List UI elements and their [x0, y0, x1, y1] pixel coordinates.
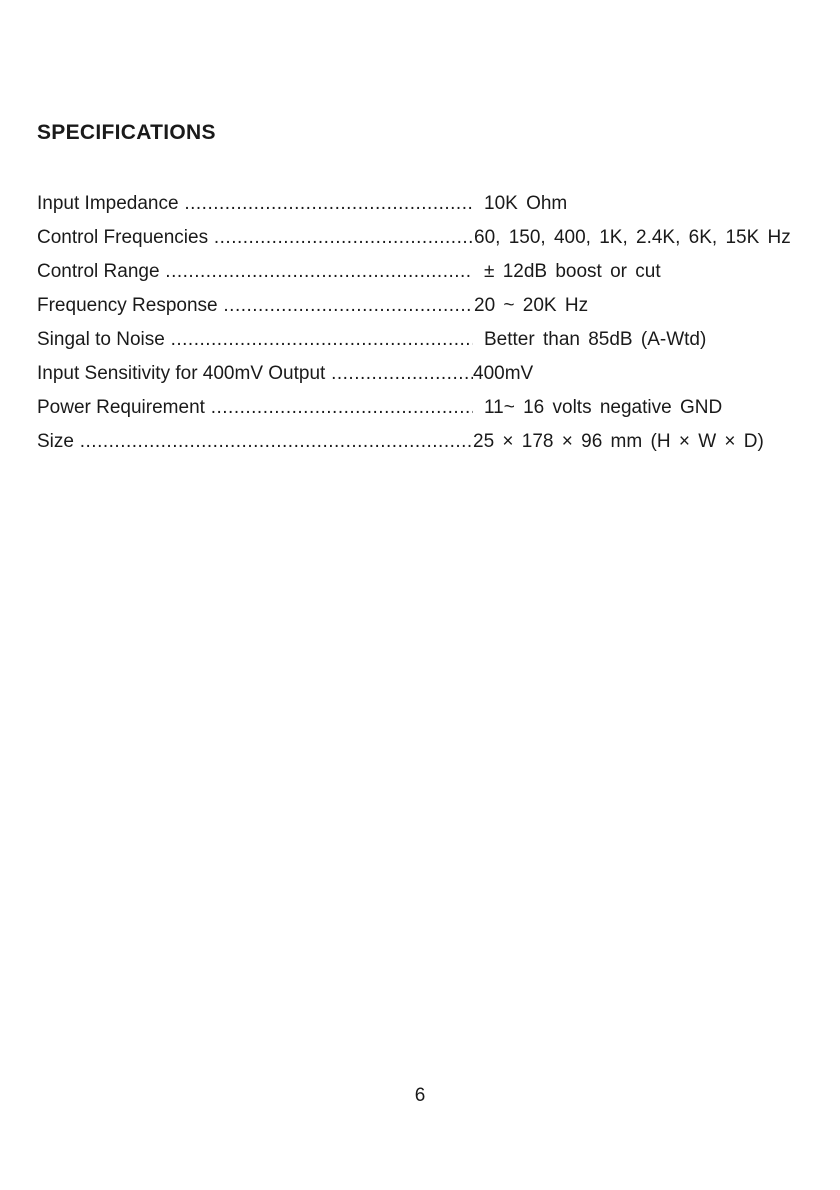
spec-row-control-frequencies	[37, 224, 827, 258]
spec-label: Input Sensitivity for 400mV Output .....	[37, 360, 473, 388]
page-number: 6	[414, 1085, 426, 1106]
spec-row-frequency-response	[37, 292, 827, 326]
spec-label: Size .....	[37, 428, 473, 456]
spec-value: 60, 150, 400, 1K, 2.4K, 6K, 15K Hz	[474, 227, 791, 248]
spec-label: Input Impedance .....	[37, 190, 473, 218]
spec-label: Control Range .....	[37, 258, 473, 286]
spec-value: Better than 85dB (A-Wtd)	[484, 329, 707, 350]
spec-label: Control Frequencies .....	[37, 224, 473, 252]
spec-value: 20 ~ 20K Hz	[474, 295, 589, 316]
spec-row-size	[37, 428, 827, 462]
spec-value: 10K Ohm	[484, 193, 568, 214]
spec-label: Power Requirement .....	[37, 394, 473, 422]
spec-row-input-impedance	[37, 190, 827, 224]
page-title: SPECIFICATIONS	[37, 121, 216, 144]
specifications-list	[37, 190, 827, 462]
spec-row-input-sensitivity	[37, 360, 827, 394]
spec-row-signal-to-noise	[37, 326, 827, 360]
spec-value: 400mV	[473, 363, 534, 384]
spec-label: Frequency Response .....	[37, 292, 473, 320]
spec-value: 25 × 178 × 96 mm (H × W × D)	[473, 431, 764, 452]
spec-row-power-requirement	[37, 394, 827, 428]
spec-value: 11~ 16 volts negative GND	[484, 397, 723, 418]
spec-label: Singal to Noise .....	[37, 326, 473, 354]
spec-row-control-range	[37, 258, 827, 292]
spec-value: ± 12dB boost or cut	[484, 261, 661, 282]
